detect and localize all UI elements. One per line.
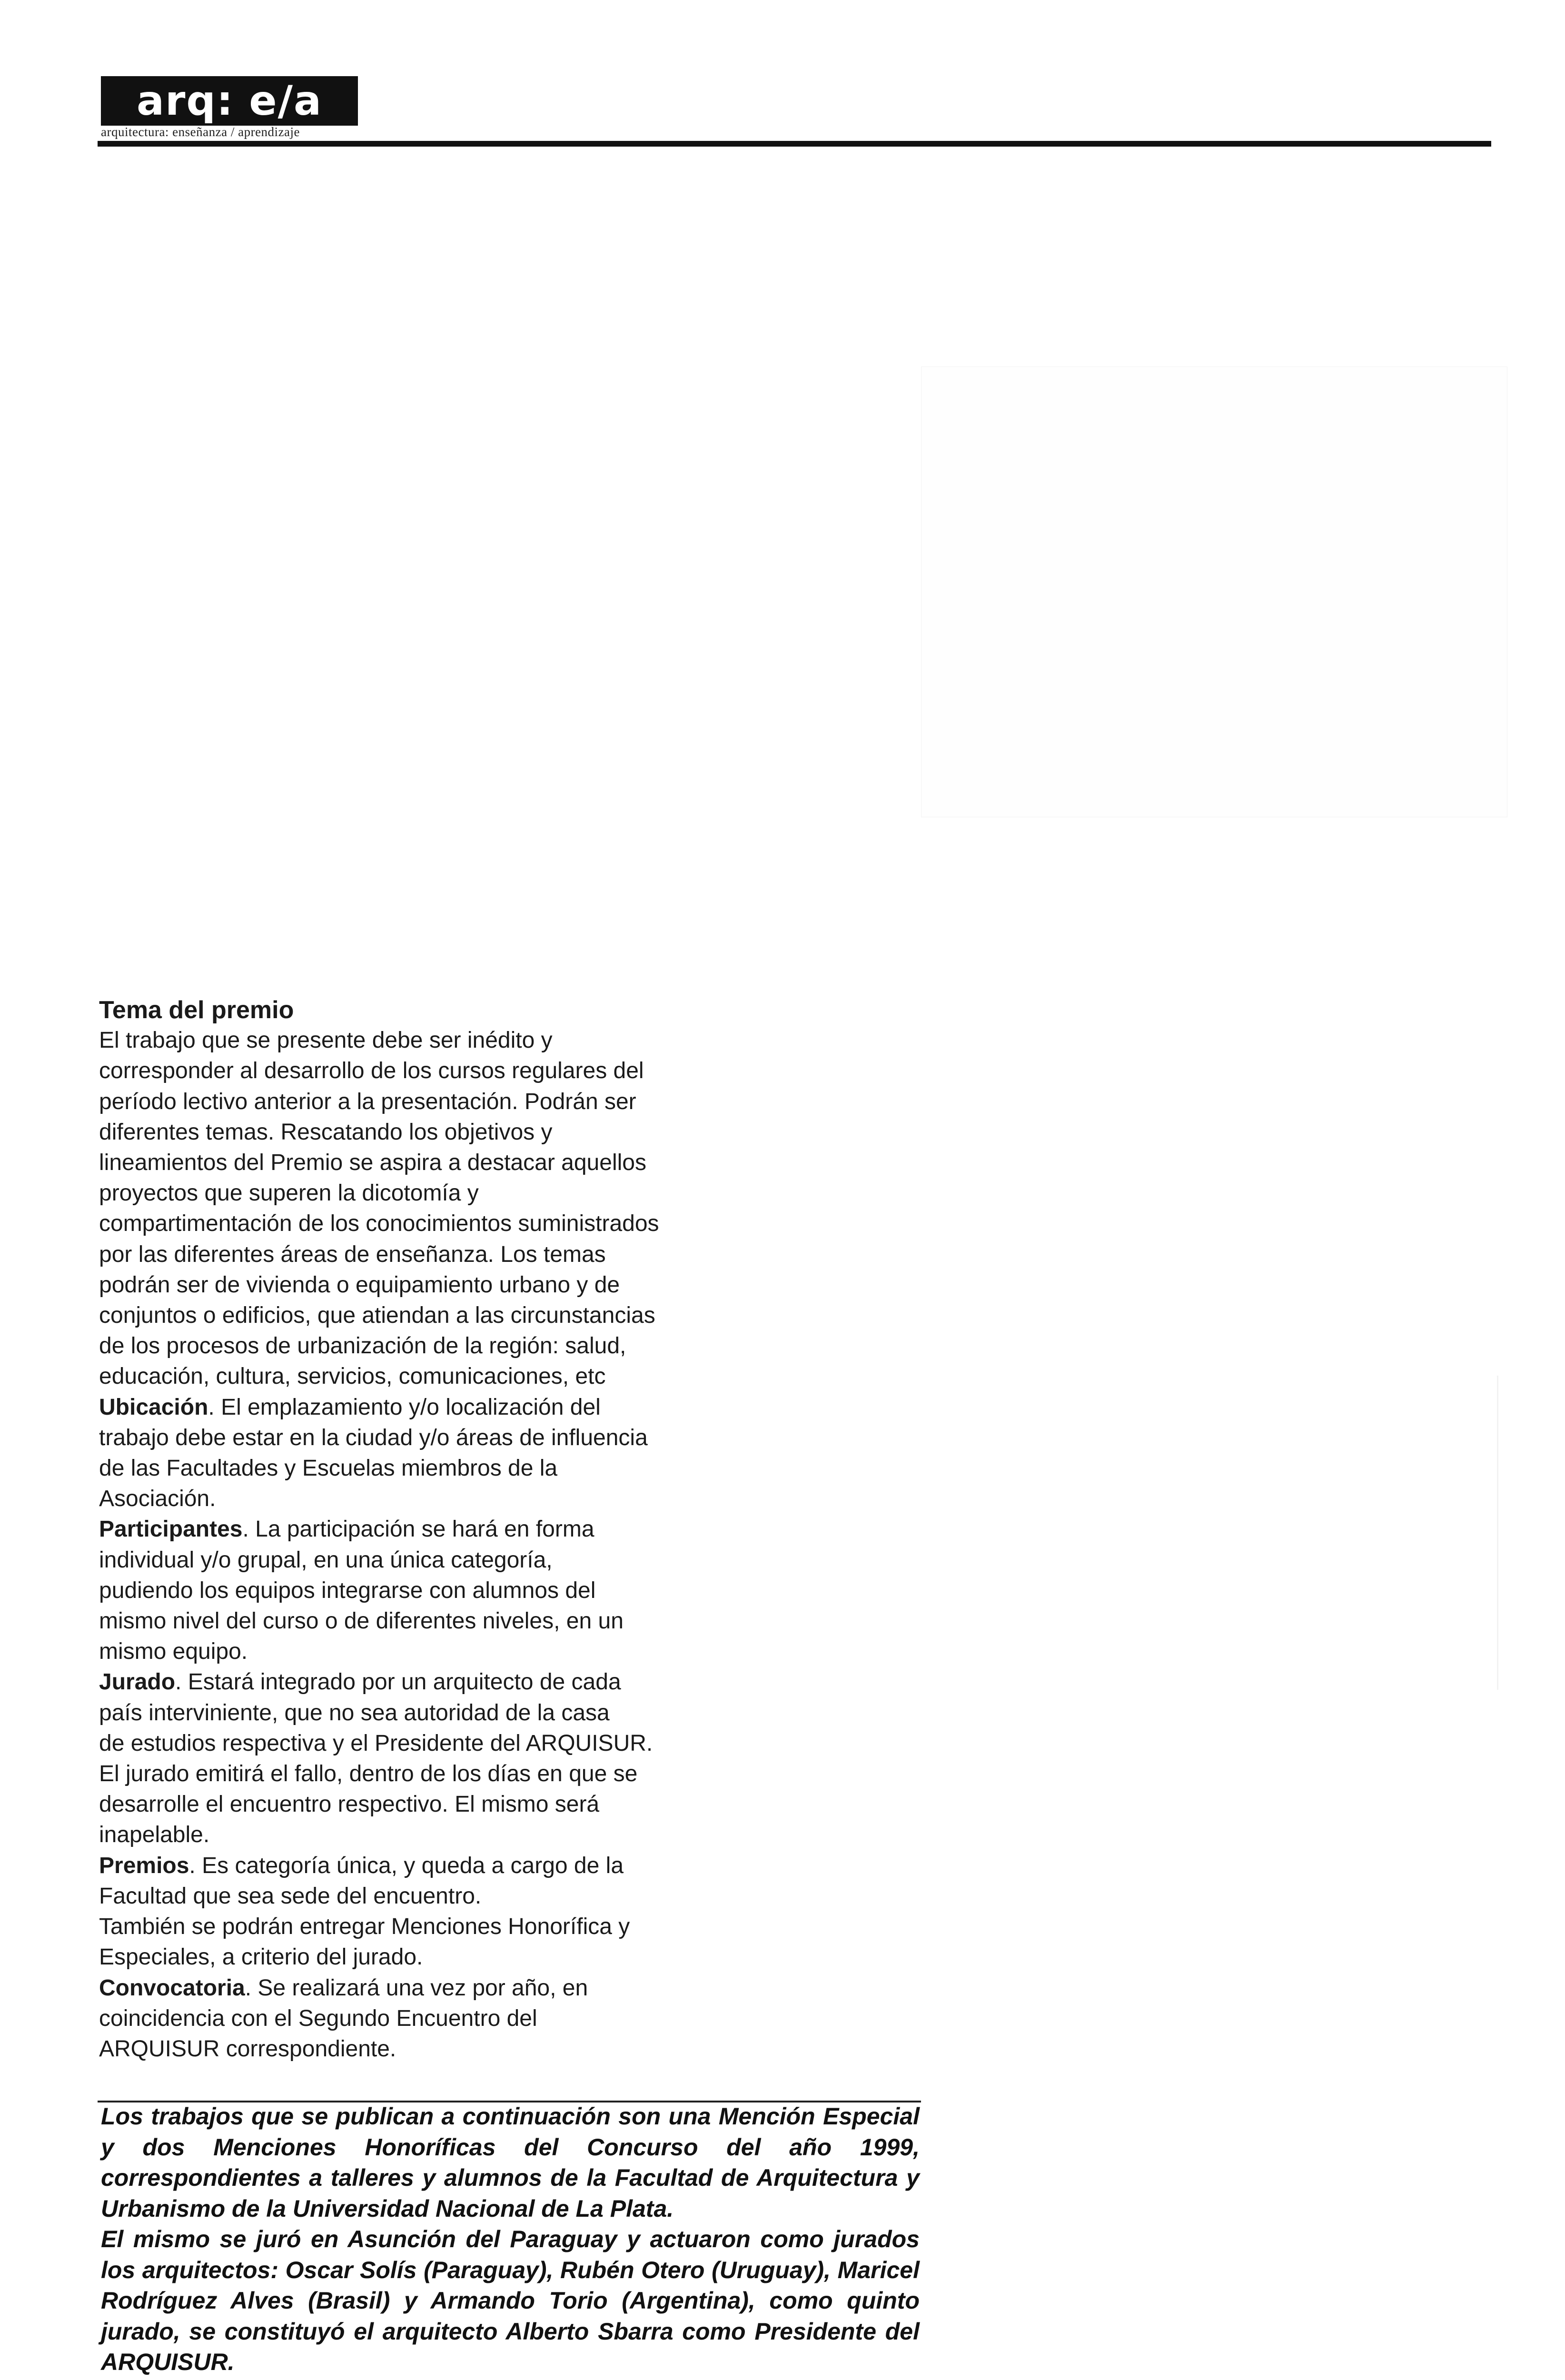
text-line: pudiendo los equipos integrarse con alumnos del (99, 1577, 596, 1603)
text-line: individual y/o grupal, en una única categoría, (99, 1547, 553, 1573)
text-line: . La participación se hará en forma (242, 1517, 594, 1542)
text-line: El trabajo que se presente debe ser inédito y (99, 1028, 553, 1053)
note-paragraph: Los trabajos que se publican a continuación son una Mención Especial y dos Menciones Honoríficas del Concurso del año 1999, correspondientes a talleres y alumnos de la Facultad de Arquitectura y Urbanismo de la Universidad Nacional de La Plata. (101, 2103, 920, 2222)
text-line: inapelable. (99, 1822, 210, 1848)
note-paragraph: El mismo se juró en Asunción del Paraguay y actuaron como jurados los arquitectos: Oscar Solís (Paraguay), Rubén Otero (Uruguay), Maricel Rodríguez Alves (Brasil) y Armando Torio (Argentina), como quinto jurado, se constituyó el arquitecto Alberto Sbarra como Presidente del ARQUISUR. (101, 2226, 920, 2375)
text-line: de las Facultades y Escuelas miembros de la Asociación. (99, 1456, 558, 1512)
text-line: desarrolle el encuentro respectivo. El mismo será (99, 1792, 600, 1817)
text-line: . Se realizará una vez por año, en (245, 1975, 588, 2001)
journal-subtitle: arquitectura: enseñanza / aprendizaje (101, 125, 300, 139)
text-line: Especiales, a criterio del jurado. (99, 1944, 423, 1970)
text-line: por las diferentes áreas de enseñanza. Los temas (99, 1241, 606, 1267)
section-heading-premios: Premios (99, 1853, 189, 1878)
section-heading-ubicacion: Ubicación (99, 1394, 208, 1420)
text-line: compartimentación de los conocimientos suministrados (99, 1211, 659, 1237)
section-heading-jurado: Jurado (99, 1669, 176, 1695)
text-line: de los procesos de urbanización de la región: salud, (99, 1333, 626, 1359)
section-jurado (99, 1667, 670, 1697)
publication-note (101, 2101, 920, 2378)
section-heading-participantes: Participantes (99, 1517, 243, 1542)
text-line: de estudios respectiva y el Presidente del ARQUISUR. (99, 1730, 653, 1756)
text-line: país interviniente, que no sea autoridad de la casa (99, 1700, 610, 1726)
text-line: educación, cultura, servicios, comunicaciones, etc (99, 1364, 606, 1389)
section-premios (99, 1851, 670, 1881)
margin-line (1497, 1376, 1498, 1690)
blank-image-area (921, 367, 1507, 817)
text-line: . Es categoría única, y queda a cargo de la (189, 1853, 624, 1878)
text-line: período lectivo anterior a la presentación. Podrán ser (99, 1089, 636, 1114)
text-line: mismo equipo. (99, 1639, 248, 1665)
text-line: podrán ser de vivienda o equipamiento urbano y de (99, 1272, 620, 1298)
journal-logo (101, 76, 358, 126)
header-rule (98, 141, 1491, 147)
text-line: mismo nivel del curso o de diferentes niveles, en un (99, 1608, 624, 1634)
text-line: También se podrán entregar Menciones Honorífica y (99, 1914, 630, 1940)
text-line: lineamientos del Premio se aspira a destacar aquellos (99, 1150, 646, 1176)
section-convocatoria (99, 1973, 670, 2003)
text-line: Facultad que sea sede del encuentro. (99, 1883, 482, 1909)
text-line: . El emplazamiento y/o localización del (208, 1394, 601, 1420)
section-heading-tema: Tema del premio (99, 996, 294, 1024)
text-line: coincidencia con el Segundo Encuentro del (99, 2005, 537, 2031)
text-line: corresponder al desarrollo de los cursos regulares del (99, 1058, 644, 1084)
section-participantes (99, 1514, 670, 1545)
text-line: ARQUISUR correspondiente. (99, 2036, 396, 2062)
text-line: El jurado emitirá el fallo, dentro de los días en que se (99, 1761, 638, 1787)
text-line: conjuntos o edificios, que atiendan a las circunstancias (99, 1303, 655, 1329)
section-heading-convocatoria: Convocatoria (99, 1975, 245, 2001)
award-rules (99, 995, 670, 2064)
journal-logo-text: arq: e/a (136, 77, 323, 125)
text-line: proyectos que superen la dicotomía y (99, 1180, 479, 1206)
text-line: diferentes temas. Rescatando los objetivos y (99, 1119, 553, 1145)
text-line: trabajo debe estar en la ciudad y/o áreas de influencia (99, 1425, 648, 1450)
text-line: . Estará integrado por un arquitecto de cada (175, 1669, 621, 1695)
section-ubicacion (99, 1392, 670, 1423)
